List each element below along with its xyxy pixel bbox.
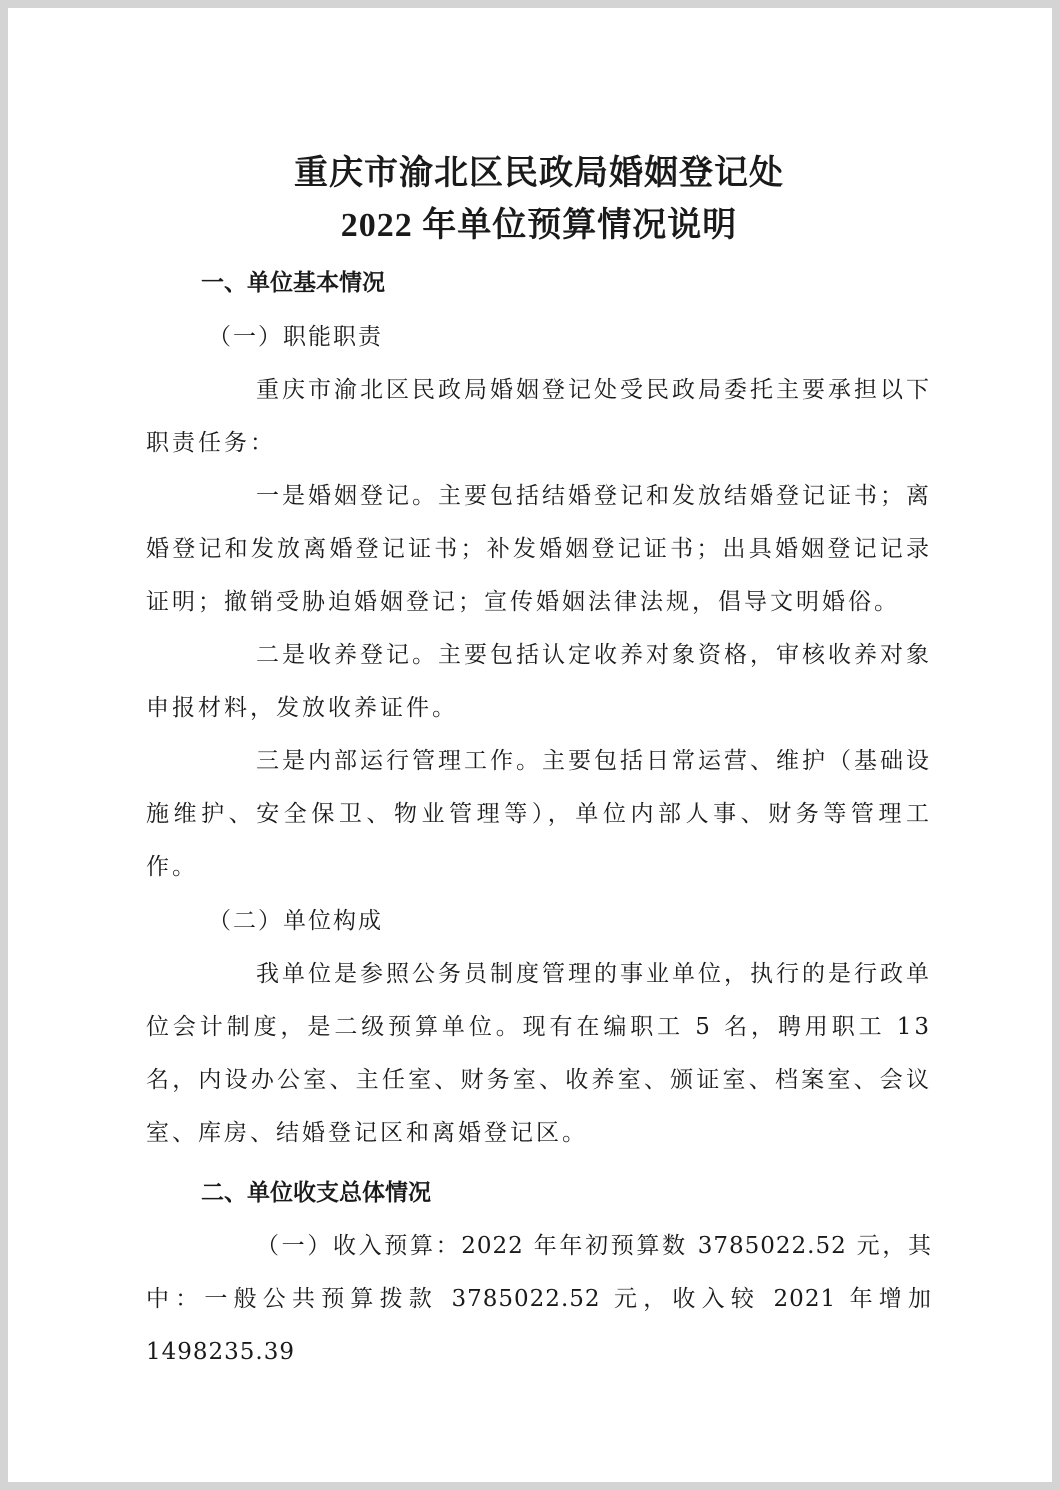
section-1-sub-2: （二）单位构成 — [208, 908, 383, 934]
title-line-2: 2022 年单位预算情况说明 — [340, 207, 738, 244]
section-1-sub-1: （一）职能职责 — [208, 324, 383, 350]
section-1-paragraph-4: 三是内部运行管理工作。主要包括日常运营、维护（基础设施维护、安全保卫、物业管理等），单位内部人事、财务等管理工作。 — [146, 748, 932, 880]
section-1-paragraph-1: 重庆市渝北区民政局婚姻登记处受民政局委托主要承担以下职责任务： — [146, 377, 932, 456]
section-2-paragraph-1: （一）收入预算：2022 年年初预算数 3785022.52 元，其中：一般公共预算拨款 3785022.52 元，收入较 2021 年增加 1498235.39 — [146, 1233, 932, 1365]
title-line-1: 重庆市渝北区民政局婚姻登记处 — [294, 155, 784, 192]
section-1-paragraph-3: 二是收养登记。主要包括认定收养对象资格，审核收养对象申报材料，发放收养证件。 — [146, 642, 932, 721]
document-body — [146, 148, 932, 1379]
section-1-paragraph-5: 我单位是参照公务员制度管理的事业单位，执行的是行政单位会计制度，是二级预算单位。现有在编职工 5 名，聘用职工 13 名，内设办公室、主任室、财务室、收养室、颁证室、档案室、会议室、库房、结婚登记区和离婚登记区。 — [146, 961, 932, 1146]
section-2-heading: 二、单位收支总体情况 — [201, 1180, 431, 1206]
section-1-heading: 一、单位基本情况 — [201, 270, 385, 296]
section-1-paragraph-2: 一是婚姻登记。主要包括结婚登记和发放结婚登记证书；离婚登记和发放离婚登记证书；补发婚姻登记证书；出具婚姻登记记录证明；撤销受胁迫婚姻登记；宣传婚姻法律法规，倡导文明婚俗。 — [146, 483, 932, 615]
document-title — [146, 148, 932, 252]
